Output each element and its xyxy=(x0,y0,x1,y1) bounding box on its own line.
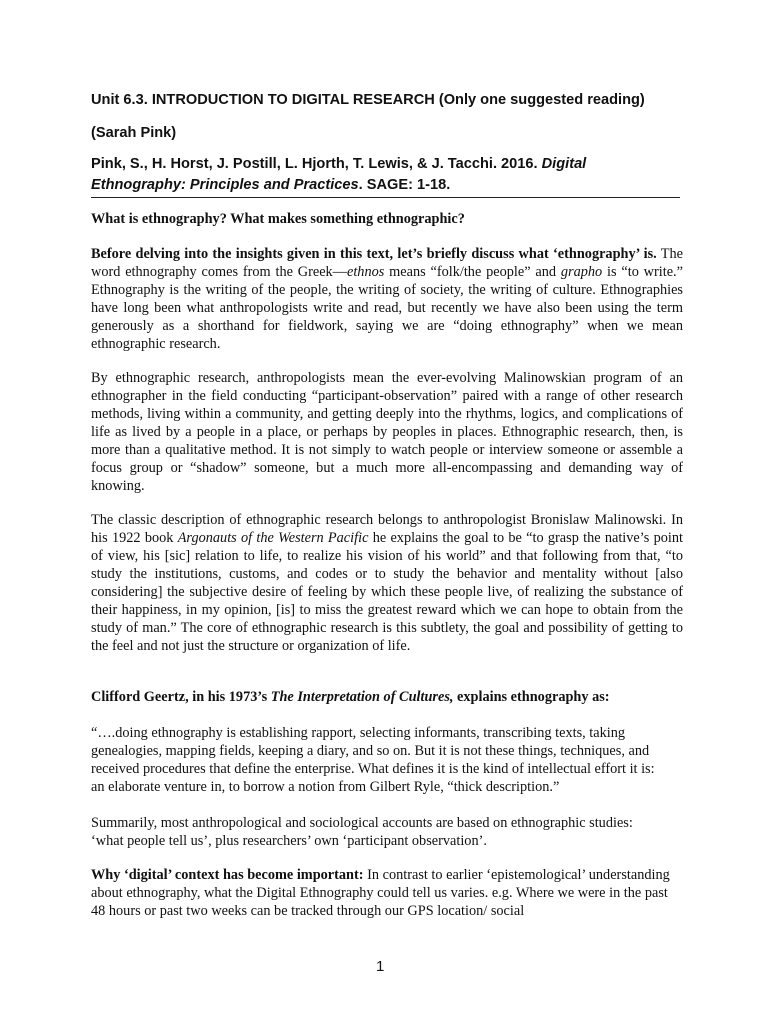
citation-title-part1: Digital xyxy=(541,156,587,172)
term-ethnos: ethnos xyxy=(346,264,385,280)
unit-title: Unit 6.3. INTRODUCTION TO DIGITAL RESEARCH (Only one suggested reading) xyxy=(91,92,645,108)
paragraph-summary: Summarily, most anthropological and sociological accounts are based on ethnographic studies: ‘what people tell us’, plus researchers’ own ‘participant observation’. xyxy=(91,815,633,849)
digital-lead: Why ‘digital’ context has become important: xyxy=(91,867,364,883)
paragraph-text: The classic description of ethnographic research belongs to anthropologist Bronislaw Malinowski. In his 1922 book xyxy=(91,512,683,546)
paragraph-lead: Before delving into the insights given in this text, let’s briefly discuss what ‘ethnography’ is. xyxy=(91,246,657,262)
geertz-lead-end: explains ethnography as: xyxy=(453,689,610,705)
geertz-lead: Clifford Geertz, in his 1973’s xyxy=(91,689,271,705)
paragraph-text: means “folk/the people” and xyxy=(384,264,561,280)
paragraph-text: is “to write.” Ethnography is the writing of the people, the writing of society, the writing of culture. Ethnographies have long been what anthropologists write and read, but recently we have also been using the term generously as a shorthand for fieldwork, saying we are “doing ethnography” when we mean ethnographic research. xyxy=(91,264,683,352)
geertz-heading xyxy=(91,688,683,706)
citation-title-part2: Ethnography: Principles and Practices xyxy=(91,177,359,193)
paragraph-ethnographic-research: By ethnographic research, anthropologists mean the ever-evolving Malinowskian program of an ethnographer in the field conducting “participant-observation” paired with a range of other research methods, living within a community, and getting deeply into the rhythms, logics, and complications of life as lived by a people in a place, or perhaps by peoples in places. Ethnographic research, then, is more than a qualitative method. It is not simply to watch people or interview someone or assemble a focus group or “shadow” someone, but a much more all-encompassing and demanding way of knowing. xyxy=(91,370,683,494)
term-grapho: grapho xyxy=(560,264,603,280)
page-number: 1 xyxy=(376,958,385,975)
paragraph-malinowski xyxy=(91,511,683,655)
paragraph-digital-context xyxy=(91,866,679,920)
header-divider xyxy=(91,197,680,198)
geertz-book-title: The Interpretation of Cultures, xyxy=(270,689,454,705)
paragraph-text: In contrast to earlier ‘epistemological’ understanding about ethnography, what the Digital Ethnography could tell us varies. e.g. Where we were in the past 48 hours or past two weeks can be tracked through our GPS location/ social xyxy=(91,867,670,919)
citation xyxy=(91,154,681,196)
citation-publisher: . SAGE: 1-18. xyxy=(358,177,451,193)
author-name: (Sarah Pink) xyxy=(91,125,177,141)
section-heading: What is ethnography? What makes something ethnographic? xyxy=(91,211,465,227)
paragraph-ethnography-definition xyxy=(91,245,683,353)
geertz-quote: “….doing ethnography is establishing rapport, selecting informants, transcribing texts, taking genealogies, mapping fields, keeping a diary, and so on. But it is not these things, techniques, and received procedures that define the enterprise. What defines it is the kind of intellectual effort it is: an elaborate venture in, to borrow a notion from Gilbert Ryle, “thick description.” xyxy=(91,725,655,795)
book-title: Argonauts of the Western Pacific xyxy=(177,530,369,546)
paragraph-text: he explains the goal to be “to grasp the native’s point of view, his [sic] relation to life, to realize his vision of his world” and that following from that, “to study the institutions, customs, and codes or to study the behavior and mentality without [also considering] the subjective desire of feeling by which these people live, of realizing the substance of their happiness, in my opinion, [is] to miss the greatest reward which we can hope to obtain from the study of man.” The core of ethnographic research is this subtlety, the goal and possibility of getting to the feel and not just the structure or organization of life. xyxy=(91,530,683,654)
paragraph-text: The word ethnography comes from the Greek— xyxy=(91,246,683,280)
citation-authors: Pink, S., H. Horst, J. Postill, L. Hjorth, T. Lewis, & J. Tacchi. 2016. xyxy=(91,156,542,172)
